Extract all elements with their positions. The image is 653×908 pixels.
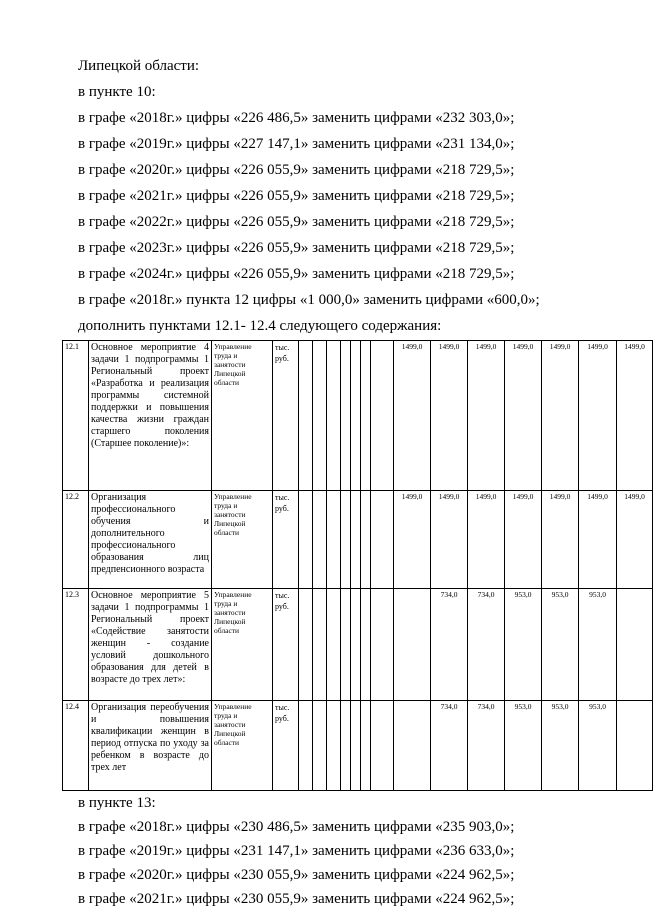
executor-cell: Управление труда и занятости Липецкой области xyxy=(212,701,273,791)
value-cell: 1499,0 xyxy=(394,491,431,589)
empty-cell xyxy=(617,701,653,791)
row-number-cell: 12.1 xyxy=(63,341,89,491)
text-line: в графе «2018г.» цифры «230 486,5» заменить цифрами «235 903,0»; xyxy=(78,819,515,835)
executor-cell: Управление труда и занятости Липецкой области xyxy=(212,491,273,589)
empty-cell xyxy=(351,589,361,701)
value-cell: 953,0 xyxy=(542,701,579,791)
empty-cell xyxy=(351,341,361,491)
value-cell: 1499,0 xyxy=(505,341,542,491)
empty-cell xyxy=(299,341,313,491)
value-cell: 734,0 xyxy=(431,701,468,791)
value-cell: 734,0 xyxy=(468,589,505,701)
empty-cell xyxy=(341,491,351,589)
table-row xyxy=(63,701,653,791)
value-cell: 1499,0 xyxy=(579,341,617,491)
text-line: в графе «2019г.» цифры «227 147,1» заменить цифрами «231 134,0»; xyxy=(78,136,515,152)
empty-cell xyxy=(299,491,313,589)
amendment-table xyxy=(62,340,653,791)
text-line: в графе «2018г.» пункта 12 цифры «1 000,0» заменить цифрами «600,0»; xyxy=(78,292,540,308)
empty-cell xyxy=(361,341,371,491)
empty-cell xyxy=(371,491,394,589)
text-line: в графе «2021г.» цифры «230 055,9» заменить цифрами «224 962,5»; xyxy=(78,891,515,907)
text-line: в графе «2019г.» цифры «231 147,1» заменить цифрами «236 633,0»; xyxy=(78,843,515,859)
value-cell: 1499,0 xyxy=(542,491,579,589)
empty-cell xyxy=(371,341,394,491)
unit-cell: тыс. руб. xyxy=(273,701,299,791)
empty-cell xyxy=(394,589,431,701)
value-cell: 1499,0 xyxy=(468,491,505,589)
text-line: дополнить пунктами 12.1- 12.4 следующего содержания: xyxy=(78,318,442,334)
empty-cell xyxy=(394,701,431,791)
value-cell: 953,0 xyxy=(579,589,617,701)
value-cell: 1499,0 xyxy=(394,341,431,491)
value-cell: 953,0 xyxy=(505,589,542,701)
empty-cell xyxy=(341,701,351,791)
empty-cell xyxy=(327,491,341,589)
empty-cell xyxy=(313,491,327,589)
table-row xyxy=(63,491,653,589)
text-line: Липецкой области: xyxy=(78,58,200,74)
text-line: в пункте 13: xyxy=(78,795,156,811)
empty-cell xyxy=(313,589,327,701)
text-line: в графе «2024г.» цифры «226 055,9» заменить цифрами «218 729,5»; xyxy=(78,266,515,282)
empty-cell xyxy=(313,701,327,791)
executor-cell: Управление труда и занятости Липецкой области xyxy=(212,341,273,491)
empty-cell xyxy=(299,701,313,791)
empty-cell xyxy=(351,491,361,589)
value-cell: 1499,0 xyxy=(431,491,468,589)
empty-cell xyxy=(361,701,371,791)
value-cell: 1499,0 xyxy=(617,491,653,589)
value-cell: 953,0 xyxy=(579,701,617,791)
unit-cell: тыс. руб. xyxy=(273,341,299,491)
empty-cell xyxy=(617,589,653,701)
empty-cell xyxy=(371,589,394,701)
executor-cell: Управление труда и занятости Липецкой области xyxy=(212,589,273,701)
row-number-cell: 12.4 xyxy=(63,701,89,791)
text-line: в графе «2020г.» цифры «230 055,9» заменить цифрами «224 962,5»; xyxy=(78,867,515,883)
table-row xyxy=(63,589,653,701)
value-cell: 734,0 xyxy=(431,589,468,701)
empty-cell xyxy=(361,589,371,701)
value-cell: 953,0 xyxy=(542,589,579,701)
empty-cell xyxy=(313,341,327,491)
value-cell: 734,0 xyxy=(468,701,505,791)
text-line: в графе «2023г.» цифры «226 055,9» заменить цифрами «218 729,5»; xyxy=(78,240,515,256)
value-cell: 1499,0 xyxy=(579,491,617,589)
text-line: в графе «2021г.» цифры «226 055,9» заменить цифрами «218 729,5»; xyxy=(78,188,515,204)
row-number-cell: 12.2 xyxy=(63,491,89,589)
value-cell: 1499,0 xyxy=(468,341,505,491)
value-cell: 1499,0 xyxy=(542,341,579,491)
value-cell: 1499,0 xyxy=(431,341,468,491)
text-line: в пункте 10: xyxy=(78,84,156,100)
row-number-cell: 12.3 xyxy=(63,589,89,701)
unit-cell: тыс. руб. xyxy=(273,589,299,701)
text-line: в графе «2018г.» цифры «226 486,5» заменить цифрами «232 303,0»; xyxy=(78,110,515,126)
measure-name-cell: Организация профессионального обучения и дополнительного профессионального образования лиц предпенсионного возраста xyxy=(89,491,212,589)
empty-cell xyxy=(327,701,341,791)
empty-cell xyxy=(299,589,313,701)
empty-cell xyxy=(361,491,371,589)
table-row xyxy=(63,341,653,491)
empty-cell xyxy=(371,701,394,791)
text-line: в графе «2022г.» цифры «226 055,9» заменить цифрами «218 729,5»; xyxy=(78,214,515,230)
empty-cell xyxy=(351,701,361,791)
measure-name-cell: Основное мероприятие 5 задачи 1 подпрограммы 1 Региональный проект «Содействие занятости женщин - создание условий дошкольного образования для детей в возрасте до трех лет»: xyxy=(89,589,212,701)
value-cell: 953,0 xyxy=(505,701,542,791)
unit-cell: тыс. руб. xyxy=(273,491,299,589)
empty-cell xyxy=(341,589,351,701)
value-cell: 1499,0 xyxy=(505,491,542,589)
empty-cell xyxy=(327,341,341,491)
empty-cell xyxy=(327,589,341,701)
measure-name-cell: Основное мероприятие 4 задачи 1 подпрограммы 1 Региональный проект «Разработка и реализация программы системной поддержки и повышения качества жизни граждан старшего поколения (Старшее поколение)»: xyxy=(89,341,212,491)
text-line: в графе «2020г.» цифры «226 055,9» заменить цифрами «218 729,5»; xyxy=(78,162,515,178)
empty-cell xyxy=(341,341,351,491)
value-cell: 1499,0 xyxy=(617,341,653,491)
measure-name-cell: Организация переобучения и повышения квалификации женщин в период отпуска по уходу за ребенком в возрасте до трех лет xyxy=(89,701,212,791)
